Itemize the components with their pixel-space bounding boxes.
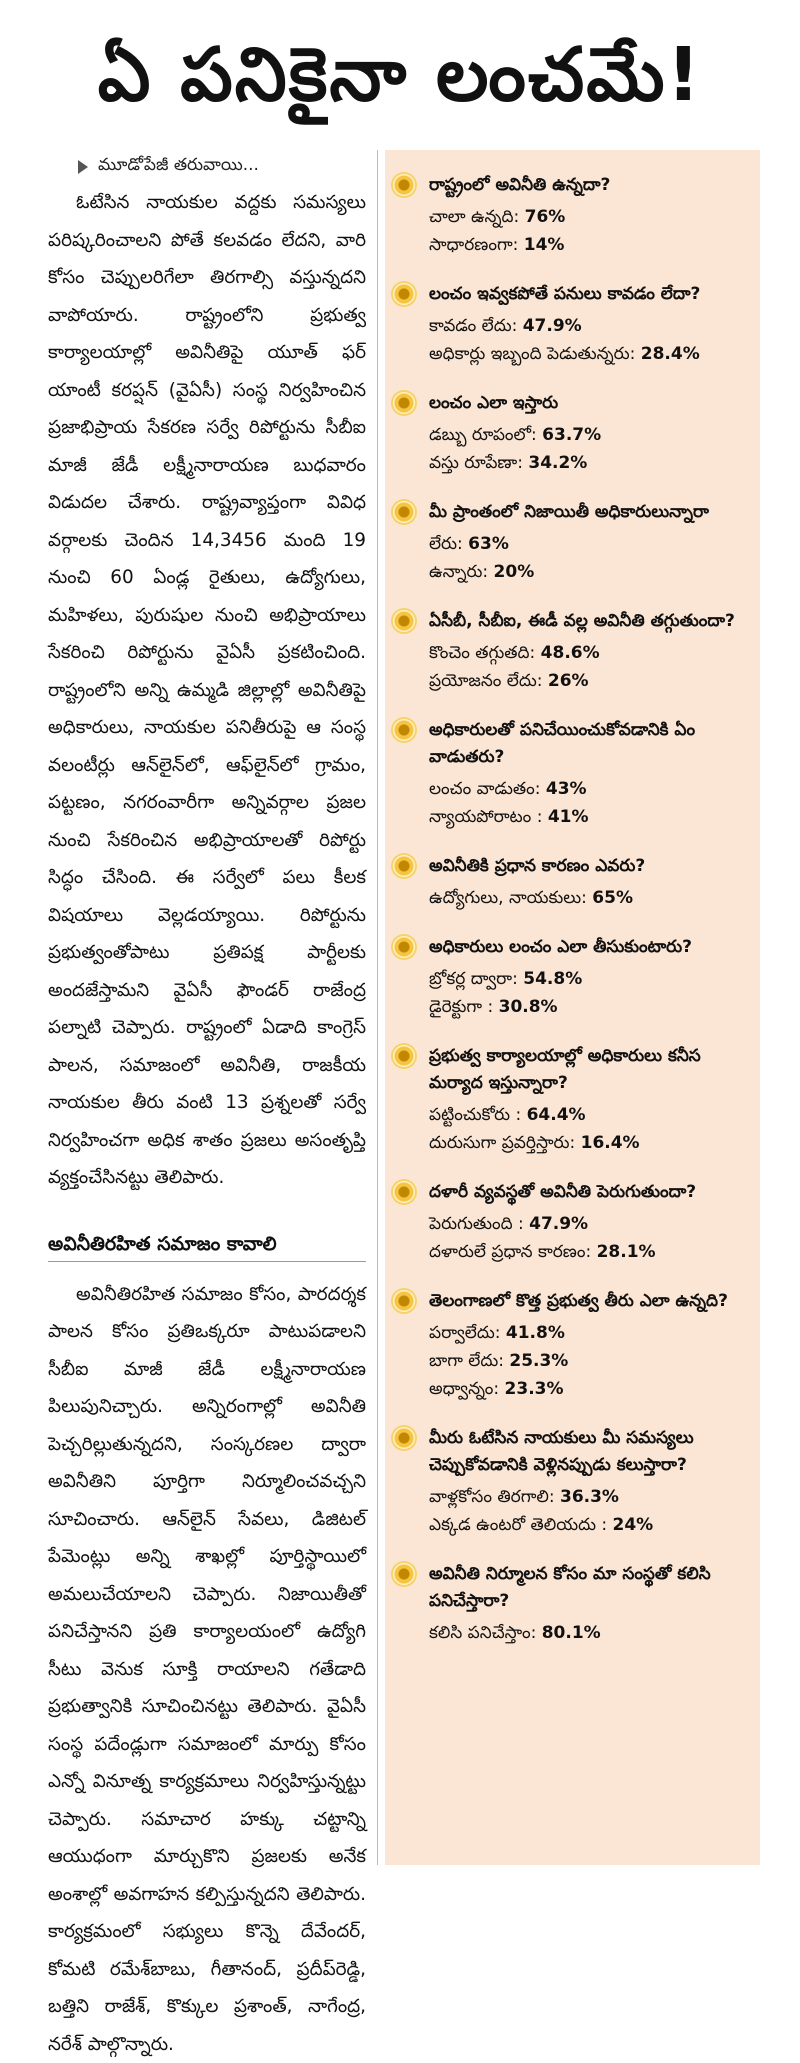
survey-answer [429, 639, 752, 667]
answer-label: దురుసుగా ప్రవర్తిస్తారు: [429, 1133, 581, 1153]
circle-bullet-icon [393, 1290, 415, 1312]
survey-item [391, 1043, 752, 1157]
answer-label: ప్రయోజనం లేదు: [429, 671, 548, 691]
survey-answer [429, 1101, 752, 1129]
answer-label: పట్టించుకోరు : [429, 1105, 527, 1125]
survey-item [391, 1425, 752, 1539]
answer-label: బాగా లేదు: [429, 1351, 509, 1371]
answer-label: వస్తు రూపేణా: [429, 453, 528, 473]
survey-answer [429, 1238, 752, 1266]
survey-answer [429, 993, 752, 1021]
survey-answer [429, 1375, 752, 1403]
survey-answer [429, 1210, 752, 1238]
survey-answer [429, 1129, 752, 1157]
survey-item [391, 1179, 752, 1266]
answer-percent: 63.7% [542, 425, 601, 445]
survey-answer [429, 312, 752, 340]
answer-percent: 80.1% [542, 1623, 601, 1643]
survey-question: మీరు ఓటేసిన నాయకులు మీ సమస్యలు చెప్పుకోవడానికి వెళ్లినప్పుడు కలుస్తారా? [429, 1425, 752, 1479]
answer-label: సాధారణంగా: [429, 235, 524, 255]
continued-from-page [78, 150, 366, 184]
answer-label: బ్రోకర్ల ద్వారా: [429, 969, 523, 989]
circle-bullet-icon [393, 1181, 415, 1203]
survey-answer [429, 449, 752, 477]
survey-answer [429, 203, 752, 231]
survey-answer [429, 1319, 752, 1347]
survey-answer [429, 340, 752, 368]
answer-label: ఎక్కడ ఉంటరో తెలియదు : [429, 1515, 613, 1535]
survey-answer [429, 1511, 752, 1539]
triangle-arrow-icon [78, 160, 88, 174]
circle-bullet-icon [393, 610, 415, 632]
survey-question: ఏసీబీ, సీబీఐ, ఈడీ వల్ల అవినీతి తగ్గుతుందా? [429, 608, 752, 635]
survey-question: దళారీ వ్యవస్థతో అవినీతి పెరుగుతుందా? [429, 1179, 752, 1206]
survey-answer [429, 1347, 752, 1375]
survey-question: అధికారులు లంచం ఎలా తీసుకుంటారు? [429, 934, 752, 961]
answer-label: అధికార్లు ఇబ్బంది పెడుతున్నరు: [429, 344, 641, 364]
survey-question: తెలంగాణలో కొత్త ప్రభుత్వ తీరు ఎలా ఉన్నది? [429, 1288, 752, 1315]
answer-percent: 28.1% [597, 1242, 656, 1262]
answer-percent: 20% [494, 562, 535, 582]
circle-bullet-icon [393, 1045, 415, 1067]
answer-percent: 28.4% [641, 344, 700, 364]
answer-percent: 24% [613, 1515, 654, 1535]
answer-label: డైరెక్టుగా : [429, 997, 499, 1017]
answer-label: డబ్బు రూపంలో: [429, 425, 542, 445]
survey-item [391, 499, 752, 586]
survey-results-box [385, 150, 760, 1865]
survey-question: మీ ప్రాంతంలో నిజాయితీ అధికారులున్నారా [429, 499, 752, 526]
answer-percent: 47.9% [523, 316, 582, 336]
survey-question: ప్రభుత్వ కార్యాలయాల్లో అధికారులు కనీస మర్యాద ఇస్తున్నారా? [429, 1043, 752, 1097]
answer-label: కలిసి పనిచేస్తాం: [429, 1623, 542, 1643]
survey-answer [429, 1483, 752, 1511]
answer-percent: 30.8% [499, 997, 558, 1017]
survey-item [391, 853, 752, 912]
answer-percent: 76% [525, 207, 566, 227]
answer-percent: 48.6% [541, 643, 600, 663]
answer-percent: 64.4% [527, 1105, 586, 1125]
answer-percent: 63% [468, 534, 509, 554]
answer-label: చాలా ఉన్నది: [429, 207, 525, 227]
column-divider [377, 150, 378, 1865]
survey-answer [429, 231, 752, 259]
survey-item [391, 1288, 752, 1403]
survey-item [391, 934, 752, 1021]
answer-label: వాళ్లకోసం తిరగాలి: [429, 1487, 560, 1507]
answer-label: కొంచెం తగ్గుతది: [429, 643, 541, 663]
survey-answer [429, 1619, 752, 1647]
answer-label: కావడం లేదు: [429, 316, 523, 336]
survey-question: రాష్ట్రంలో అవినీతి ఉన్నదా? [429, 172, 752, 199]
survey-item [391, 608, 752, 695]
survey-question: లంచం ఇవ్వకపోతే పనులు కావడం లేదా? [429, 281, 752, 308]
survey-answer [429, 803, 752, 831]
survey-item [391, 717, 752, 831]
answer-percent: 41.8% [506, 1323, 565, 1343]
answer-label: లంచం వాడుతం: [429, 779, 546, 799]
answer-label: న్యాయపోరాటం : [429, 807, 548, 827]
survey-answer [429, 965, 752, 993]
article-body [48, 150, 366, 1865]
answer-percent: 34.2% [528, 453, 587, 473]
survey-item [391, 281, 752, 368]
circle-bullet-icon [393, 1563, 415, 1585]
survey-question: అధికారులతో పనిచేయించుకోవడానికి ఏం వాడుతరు? [429, 717, 752, 771]
circle-bullet-icon [393, 392, 415, 414]
circle-bullet-icon [393, 501, 415, 523]
answer-percent: 36.3% [560, 1487, 619, 1507]
survey-question: అవినీతి నిర్మూలన కోసం మా సంస్థతో కలిసి పనిచేస్తారా? [429, 1561, 752, 1615]
answer-percent: 16.4% [581, 1133, 640, 1153]
circle-bullet-icon [393, 936, 415, 958]
survey-answer [429, 667, 752, 695]
circle-bullet-icon [393, 855, 415, 877]
survey-answer [429, 775, 752, 803]
circle-bullet-icon [393, 1427, 415, 1449]
answer-percent: 47.9% [529, 1214, 588, 1234]
answer-percent: 25.3% [509, 1351, 568, 1371]
answer-percent: 41% [548, 807, 589, 827]
answer-label: పెరుగుతుంది : [429, 1214, 529, 1234]
survey-question: అవినీతికి ప్రధాన కారణం ఎవరు? [429, 853, 752, 880]
answer-label: ఉద్యోగులు, నాయకులు: [429, 888, 592, 908]
answer-percent: 43% [546, 779, 587, 799]
circle-bullet-icon [393, 283, 415, 305]
article-subheading: అవినీతిరహిత సమాజం కావాలి [48, 1227, 366, 1262]
survey-item [391, 390, 752, 477]
answer-label: అధ్వాన్నం: [429, 1379, 505, 1399]
answer-label: ఉన్నారు: [429, 562, 494, 582]
continued-label: మూడోపేజీ తరువాయి... [98, 155, 259, 179]
survey-answer [429, 530, 752, 558]
survey-question: లంచం ఎలా ఇస్తారు [429, 390, 752, 417]
article-paragraph-1: ఓటేసిన నాయకుల వద్దకు సమస్యలు పరిష్కరించాలని పోతే కలవడం లేదని, వారి కోసం చెప్పులరిగేలా తిరగాల్సి వస్తున్నదని వాపోయారు. రాష్ట్రంలోని ప్రభుత్వ కార్యాలయాల్లో అవినీతిపై యూత్ ఫర్ యాంటీ కరప్షన్ (వైఏసీ) సంస్థ నిర్వహించిన ప్రజాభిప్రాయ సేకరణ సర్వే రిపోర్టును సీబీఐ మాజీ జేడీ లక్ష్మీనారాయణ బుధవారం విడుదల చేశారు. రాష్ట్రవ్యాప్తంగా వివిధ వర్గాలకు చెందిన 14,3456 మంది 19 నుంచి 60 ఏండ్ల రైతులు, ఉద్యోగులు, మహిళలు, పురుషుల నుంచి అభిప్రాయాలు సేకరించి రిపోర్టును వైఏసీ ప్రకటించింది. రాష్ట్రంలోని అన్ని ఉమ్మడి జిల్లాల్లో అవినీతిపై అధికారులు, నాయకుల పనితీరుపై ఆ సంస్థ వలంటీర్లు ఆన్‌లైన్‌లో, ఆఫ్‌లైన్‌లో గ్రామం, పట్టణం, నగరంవారీగా అన్నివర్గాల ప్రజల నుంచి సేకరించిన అభిప్రాయాలతో రిపోర్టు సిద్ధం చేసింది. ఈ సర్వేలో పలు కీలక విషయాలు వెల్లడయ్యాయి. రిపోర్టును ప్రభుత్వంతోపాటు ప్రతిపక్ష పార్టీలకు అందజేస్తామని వైఏసీ ఫౌండర్ రాజేంద్ర పల్నాటి చెప్పారు. రాష్ట్రంలో ఏడాది కాంగ్రెస్ పాలన, సమాజంలో అవినీతి, రాజకీయ నాయకుల తీరు వంటి 13 ప్రశ్నలతో సర్వే నిర్వహించగా అధిక శాతం ప్రజలు అసంతృప్తి వ్యక్తంచేసినట్టు తెలిపారు. [48, 184, 366, 1197]
answer-label: దళారులే ప్రధాన కారణం: [429, 1242, 597, 1262]
survey-answer [429, 884, 752, 912]
answer-percent: 14% [524, 235, 565, 255]
headline: ఏ పనికైనా లంచమే! [0, 0, 800, 150]
answer-percent: 26% [548, 671, 589, 691]
answer-label: పర్వాలేదు: [429, 1323, 506, 1343]
answer-percent: 65% [592, 888, 633, 908]
survey-item [391, 172, 752, 259]
circle-bullet-icon [393, 719, 415, 741]
survey-answer [429, 421, 752, 449]
answer-percent: 54.8% [523, 969, 582, 989]
article-paragraph-2: అవినీతిరహిత సమాజం కోసం, పారదర్శక పాలన కోసం ప్రతిఒక్కరూ పాటుపడాలని సీబీఐ మాజీ జేడీ లక్ష్మీనారాయణ పిలుపునిచ్చారు. అన్నిరంగాల్లో అవినీతి పెచ్చరిల్లుతున్నదని, సంస్కరణల ద్వారా అవినీతిని పూర్తిగా నిర్మూలించవచ్చని సూచించారు. ఆన్‌లైన్ సేవలు, డిజిటల్ పేమెంట్లు అన్ని శాఖల్లో పూర్తిస్థాయిలో అమలుచేయాలని చెప్పారు. నిజాయితీతో పనిచేస్తానని ప్రతి కార్యాలయంలో ఉద్యోగి సీటు వెనుక సూక్తి రాయాలని గతేడాది ప్రభుత్వానికి సూచించినట్టు తెలిపారు. వైఏసీ సంస్థ పదేండ్లుగా సమాజంలో మార్పు కోసం ఎన్నో వినూత్న కార్యక్రమాలు నిర్వహిస్తున్నట్టు చెప్పారు. సమాచార హక్కు చట్టాన్ని ఆయుధంగా మార్చుకొని ప్రజలకు అనేక అంశాల్లో అవగాహన కల్పిస్తున్నదని తెలిపారు. కార్యక్రమంలో సభ్యులు కొన్నె దేవేందర్, కోమటి రమేశ్‌బాబు, గీతానంద్, ప్రదీప్‌రెడ్డి, బత్తిని రాజేశ్, కొక్కుల ప్రశాంత్, నాగేంద్ర, నరేశ్ పాల్గొన్నారు. [48, 1276, 366, 2063]
survey-answer [429, 558, 752, 586]
circle-bullet-icon [393, 174, 415, 196]
answer-label: లేరు: [429, 534, 468, 554]
survey-item [391, 1561, 752, 1647]
answer-percent: 23.3% [505, 1379, 564, 1399]
